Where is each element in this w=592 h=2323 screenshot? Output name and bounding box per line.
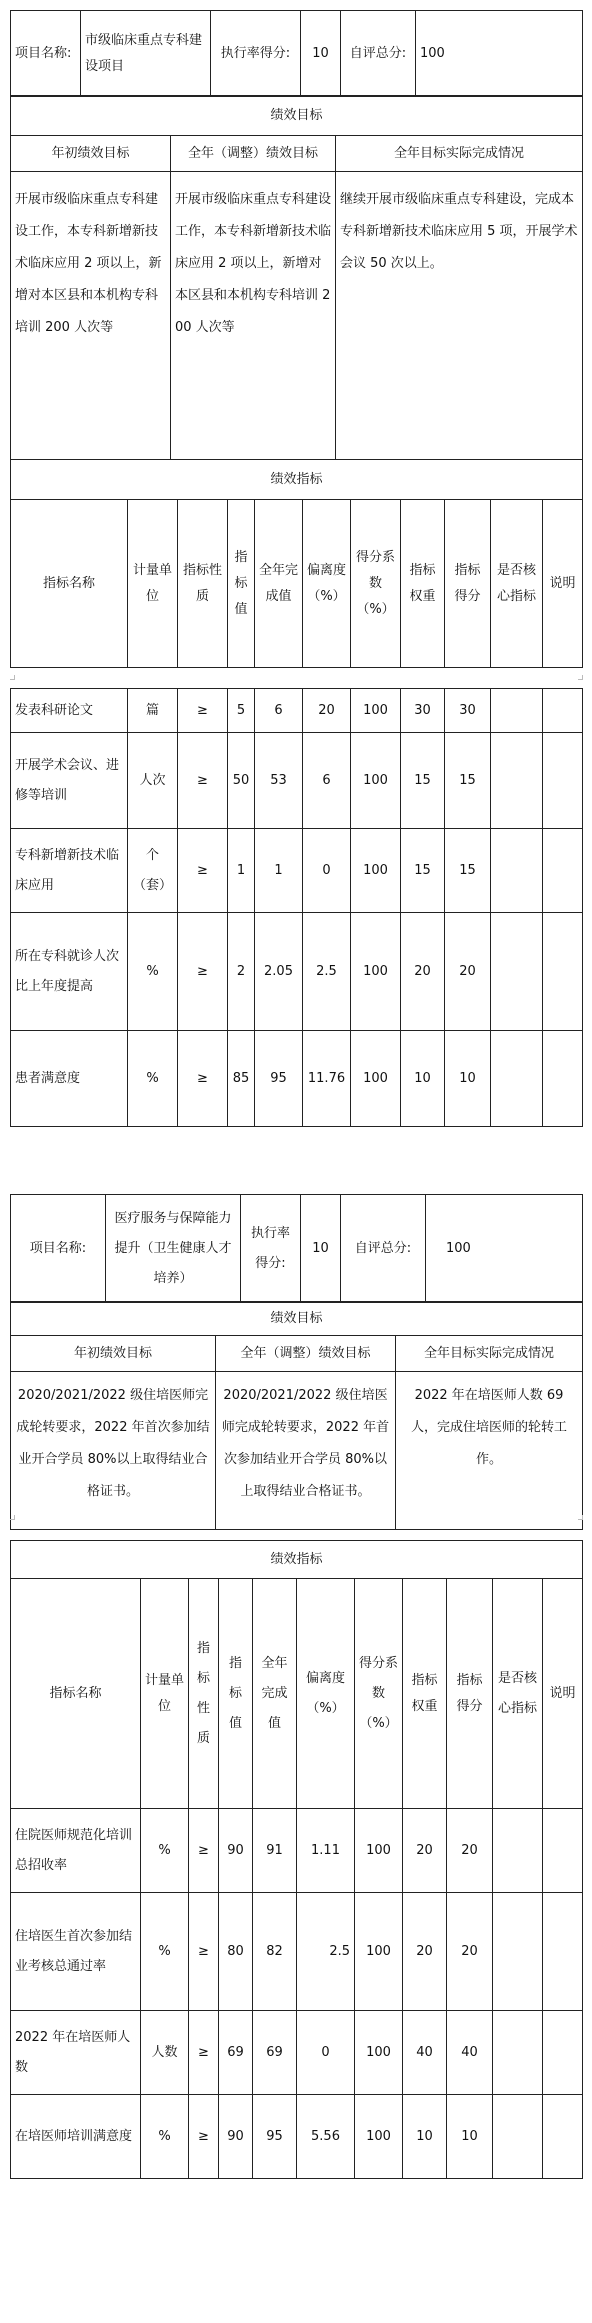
table-row bbox=[11, 2011, 583, 2095]
indicator-core bbox=[493, 1893, 543, 2011]
exec-rate-label: 执行率得分: bbox=[241, 1195, 301, 1303]
indicator-target: 85 bbox=[228, 1031, 255, 1127]
project-name-value: 市级临床重点专科建设项目 bbox=[81, 11, 211, 97]
indicator-target: 50 bbox=[228, 733, 255, 829]
indicator-unit: % bbox=[141, 2095, 189, 2179]
indicator-coef: 100 bbox=[351, 913, 401, 1031]
indicator-weight: 20 bbox=[401, 913, 445, 1031]
col-indicator-name: 指标名称 bbox=[11, 500, 128, 668]
goal-initial-text: 开展市级临床重点专科建设工作，本专科新增新技术临床应用 2 项以上，新增对本区县和本机构专科培训 200 人次等 bbox=[11, 172, 171, 460]
indicator-deviation: 0 bbox=[297, 2011, 355, 2095]
indicator-target: 90 bbox=[219, 2095, 253, 2179]
indicator-core bbox=[493, 1809, 543, 1893]
goal-initial-text: 2020/2021/2022 级住培医师完成轮转要求，2022 年首次参加结业开合学员 80%以上取得结业合格证书。 bbox=[11, 1372, 216, 1530]
indicator-note bbox=[543, 1031, 583, 1127]
indicator-actual: 95 bbox=[255, 1031, 303, 1127]
indicator-coef: 100 bbox=[351, 1031, 401, 1127]
goal-header-adjusted: 全年（调整）绩效目标 bbox=[216, 1336, 396, 1372]
indicator-unit: % bbox=[128, 1031, 178, 1127]
indicator-unit: 个（套） bbox=[128, 829, 178, 913]
indicator-note bbox=[543, 913, 583, 1031]
exec-rate-label: 执行率得分: bbox=[211, 11, 301, 97]
indicator-weight: 30 bbox=[401, 689, 445, 733]
col-nature: 指标性质 bbox=[178, 500, 228, 668]
page-break-2 bbox=[0, 1512, 592, 1522]
indicator-actual: 69 bbox=[253, 2011, 297, 2095]
table-row bbox=[11, 1809, 583, 1893]
indicator-core bbox=[493, 2095, 543, 2179]
col-weight: 指标权重 bbox=[401, 500, 445, 668]
goal-header-initial: 年初绩效目标 bbox=[11, 136, 171, 172]
indicator-name: 开展学术会议、进修等培训 bbox=[11, 733, 128, 829]
col-deviation: 偏离度（%） bbox=[303, 500, 351, 668]
indicator-unit: 篇 bbox=[128, 689, 178, 733]
indicator-unit: % bbox=[141, 1809, 189, 1893]
col-score: 指标得分 bbox=[445, 500, 491, 668]
indicator-target: 80 bbox=[219, 1893, 253, 2011]
indicator-nature: ≥ bbox=[189, 2095, 219, 2179]
indicators-title: 绩效指标 bbox=[11, 460, 583, 500]
project1-goals-table bbox=[10, 95, 583, 500]
indicator-note bbox=[543, 829, 583, 913]
col-note: 说明 bbox=[543, 1579, 583, 1809]
indicator-deviation: 11.76 bbox=[303, 1031, 351, 1127]
indicator-actual: 95 bbox=[253, 2095, 297, 2179]
table-row bbox=[11, 2095, 583, 2179]
indicator-note bbox=[543, 2095, 583, 2179]
indicator-score: 15 bbox=[445, 733, 491, 829]
indicator-nature: ≥ bbox=[189, 2011, 219, 2095]
indicator-deviation: 2.5 bbox=[303, 913, 351, 1031]
project-name-label: 项目名称: bbox=[11, 11, 81, 97]
indicator-name: 专科新增新技术临床应用 bbox=[11, 829, 128, 913]
indicator-name: 发表科研论文 bbox=[11, 689, 128, 733]
indicator-core bbox=[493, 2011, 543, 2095]
col-target: 指标值 bbox=[219, 1579, 253, 1809]
indicator-core bbox=[491, 733, 543, 829]
indicator-score: 15 bbox=[445, 829, 491, 913]
col-target: 指标值 bbox=[228, 500, 255, 668]
indicator-coef: 100 bbox=[355, 1809, 403, 1893]
indicator-weight: 15 bbox=[401, 733, 445, 829]
indicator-target: 5 bbox=[228, 689, 255, 733]
table-row bbox=[11, 913, 583, 1031]
goal-header-actual: 全年目标实际完成情况 bbox=[396, 1336, 583, 1372]
project2-indicator-table bbox=[10, 1540, 583, 2179]
indicator-nature: ≥ bbox=[178, 1031, 228, 1127]
col-weight: 指标权重 bbox=[403, 1579, 447, 1809]
col-core: 是否核心指标 bbox=[493, 1579, 543, 1809]
indicator-nature: ≥ bbox=[189, 1893, 219, 2011]
indicator-note bbox=[543, 733, 583, 829]
indicator-score: 40 bbox=[447, 2011, 493, 2095]
col-unit: 计量单位 bbox=[141, 1579, 189, 1809]
goals-title: 绩效目标 bbox=[11, 1302, 583, 1336]
indicator-nature: ≥ bbox=[178, 689, 228, 733]
indicator-name: 住院医师规范化培训总招收率 bbox=[11, 1809, 141, 1893]
indicator-actual: 82 bbox=[253, 1893, 297, 2011]
goal-header-actual: 全年目标实际完成情况 bbox=[336, 136, 583, 172]
indicator-unit: 人次 bbox=[128, 733, 178, 829]
indicator-header-row bbox=[11, 1579, 583, 1809]
project1-indicator-header-table bbox=[10, 499, 583, 668]
indicator-deviation: 20 bbox=[303, 689, 351, 733]
indicator-weight: 20 bbox=[403, 1809, 447, 1893]
indicator-score: 10 bbox=[445, 1031, 491, 1127]
col-score: 指标得分 bbox=[447, 1579, 493, 1809]
indicator-nature: ≥ bbox=[189, 1809, 219, 1893]
indicator-name: 住培医生首次参加结业考核总通过率 bbox=[11, 1893, 141, 2011]
indicator-weight: 40 bbox=[403, 2011, 447, 2095]
indicator-coef: 100 bbox=[351, 829, 401, 913]
self-score-value: 100 bbox=[426, 1195, 583, 1303]
indicator-weight: 10 bbox=[403, 2095, 447, 2179]
col-note: 说明 bbox=[543, 500, 583, 668]
indicator-actual: 2.05 bbox=[255, 913, 303, 1031]
indicator-actual: 6 bbox=[255, 689, 303, 733]
indicator-nature: ≥ bbox=[178, 913, 228, 1031]
goal-adjusted-text: 2020/2021/2022 级住培医师完成轮转要求，2022 年首次参加结业开合学员 80%以上取得结业合格证书。 bbox=[216, 1372, 396, 1530]
indicator-nature: ≥ bbox=[178, 829, 228, 913]
indicator-note bbox=[543, 689, 583, 733]
indicator-deviation: 0 bbox=[303, 829, 351, 913]
indicator-core bbox=[491, 1031, 543, 1127]
indicator-weight: 20 bbox=[403, 1893, 447, 2011]
indicator-coef: 100 bbox=[351, 733, 401, 829]
indicator-deviation: 1.11 bbox=[297, 1809, 355, 1893]
indicator-coef: 100 bbox=[355, 1893, 403, 2011]
indicator-name: 在培医师培训满意度 bbox=[11, 2095, 141, 2179]
indicator-name: 所在专科就诊人次比上年度提高 bbox=[11, 913, 128, 1031]
indicator-score: 20 bbox=[447, 1809, 493, 1893]
indicator-score: 20 bbox=[445, 913, 491, 1031]
col-nature: 指标性质 bbox=[189, 1579, 219, 1809]
table-row bbox=[11, 1031, 583, 1127]
indicator-note bbox=[543, 2011, 583, 2095]
goal-actual-text: 2022 年在培医师人数 69 人，完成住培医师的轮转工作。 bbox=[396, 1372, 583, 1530]
indicators-title: 绩效指标 bbox=[11, 1541, 583, 1579]
goal-actual-text: 继续开展市级临床重点专科建设，完成本专科新增新技术临床应用 5 项，开展学术会议 50 次以上。 bbox=[336, 172, 583, 460]
project-name-value: 医疗服务与保障能力提升（卫生健康人才培养） bbox=[106, 1195, 241, 1303]
indicator-deviation: 2.5 bbox=[297, 1893, 355, 2011]
page-break-1 bbox=[0, 672, 592, 682]
indicator-actual: 53 bbox=[255, 733, 303, 829]
indicator-deviation: 6 bbox=[303, 733, 351, 829]
table-row bbox=[11, 689, 583, 733]
indicator-unit: 人数 bbox=[141, 2011, 189, 2095]
indicator-target: 1 bbox=[228, 829, 255, 913]
indicator-deviation: 5.56 bbox=[297, 2095, 355, 2179]
self-score-label: 自评总分: bbox=[341, 1195, 426, 1303]
indicator-actual: 91 bbox=[253, 1809, 297, 1893]
indicator-note bbox=[543, 1893, 583, 2011]
goal-header-adjusted: 全年（调整）绩效目标 bbox=[171, 136, 336, 172]
indicator-coef: 100 bbox=[355, 2011, 403, 2095]
indicator-score: 10 bbox=[447, 2095, 493, 2179]
indicator-weight: 10 bbox=[401, 1031, 445, 1127]
indicator-unit: % bbox=[128, 913, 178, 1031]
self-score-label: 自评总分: bbox=[341, 11, 416, 97]
indicator-unit: % bbox=[141, 1893, 189, 2011]
goal-header-initial: 年初绩效目标 bbox=[11, 1336, 216, 1372]
indicator-header-row bbox=[11, 500, 583, 668]
indicator-weight: 15 bbox=[401, 829, 445, 913]
col-core: 是否核心指标 bbox=[491, 500, 543, 668]
project2-header-table bbox=[10, 1194, 583, 1303]
indicator-target: 69 bbox=[219, 2011, 253, 2095]
table-row bbox=[11, 829, 583, 913]
col-unit: 计量单位 bbox=[128, 500, 178, 668]
indicator-score: 30 bbox=[445, 689, 491, 733]
table-row bbox=[11, 1893, 583, 2011]
indicator-actual: 1 bbox=[255, 829, 303, 913]
project2-goals-table bbox=[10, 1301, 583, 1530]
table-row bbox=[11, 733, 583, 829]
indicator-nature: ≥ bbox=[178, 733, 228, 829]
goals-title: 绩效目标 bbox=[11, 96, 583, 136]
col-indicator-name: 指标名称 bbox=[11, 1579, 141, 1809]
indicator-note bbox=[543, 1809, 583, 1893]
indicator-target: 2 bbox=[228, 913, 255, 1031]
indicator-name: 患者满意度 bbox=[11, 1031, 128, 1127]
col-deviation: 偏离度（%） bbox=[297, 1579, 355, 1809]
indicator-core bbox=[491, 913, 543, 1031]
exec-rate-value: 10 bbox=[301, 11, 341, 97]
project1-indicator-rows-table bbox=[10, 688, 583, 1127]
indicator-coef: 100 bbox=[355, 2095, 403, 2179]
indicator-target: 90 bbox=[219, 1809, 253, 1893]
col-actual: 全年完成值 bbox=[255, 500, 303, 668]
exec-rate-value: 10 bbox=[301, 1195, 341, 1303]
indicator-coef: 100 bbox=[351, 689, 401, 733]
indicator-core bbox=[491, 689, 543, 733]
project1-header-table bbox=[10, 10, 583, 97]
col-coef: 得分系数（%） bbox=[351, 500, 401, 668]
indicator-core bbox=[491, 829, 543, 913]
project-name-label: 项目名称: bbox=[11, 1195, 106, 1303]
indicator-score: 20 bbox=[447, 1893, 493, 2011]
indicator-name: 2022 年在培医师人数 bbox=[11, 2011, 141, 2095]
goal-adjusted-text: 开展市级临床重点专科建设工作，本专科新增新技术临床应用 2 项以上，新增对本区县和本机构专科培训 200 人次等 bbox=[171, 172, 336, 460]
self-score-value: 100 bbox=[416, 11, 583, 97]
col-actual: 全年完成值 bbox=[253, 1579, 297, 1809]
col-coef: 得分系数（%） bbox=[355, 1579, 403, 1809]
